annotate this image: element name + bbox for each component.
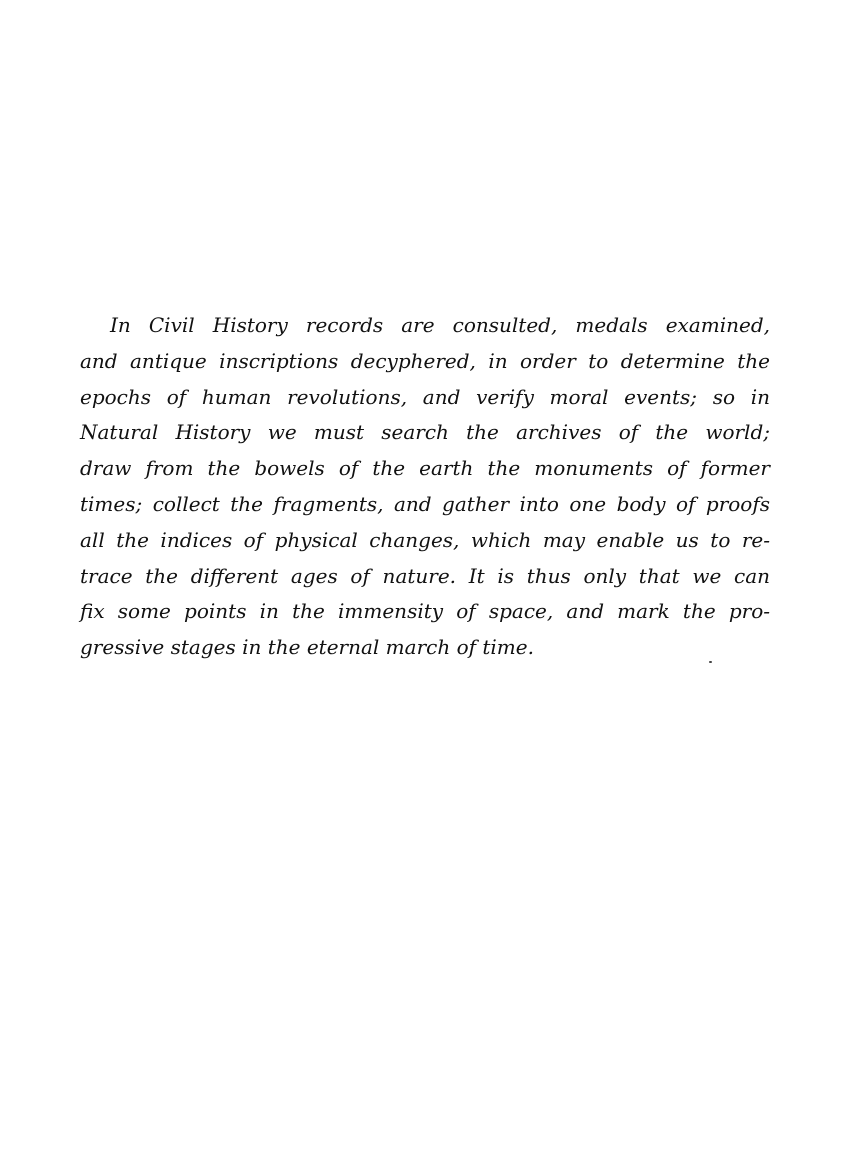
- text-line-1: In Civil History records are consulted, medals examined,: [110, 313, 770, 337]
- body-paragraph: [80, 308, 770, 666]
- text-line-4: Natural History we must search the archives of the world;: [80, 420, 770, 445]
- text-line-6: times; collect the fragments, and gather into one body of proofs: [80, 491, 770, 516]
- text-line-7: all the indices of physical changes, which may enable us to re-: [80, 527, 770, 552]
- text-line-8: trace the different ages of nature. It is thus only that we can: [80, 563, 770, 588]
- text-line-10: gressive stages in the eternal march of time.: [80, 635, 534, 660]
- text-line-9: fix some points in the immensity of space, and mark the pro-: [80, 599, 770, 624]
- text-line-5: draw from the bowels of the earth the monuments of former: [80, 456, 770, 481]
- print-speck: [709, 661, 712, 663]
- text-line-2: and antique inscriptions decyphered, in order to determine the: [80, 348, 770, 373]
- text-line-3: epochs of human revolutions, and verify moral events; so in: [80, 384, 770, 409]
